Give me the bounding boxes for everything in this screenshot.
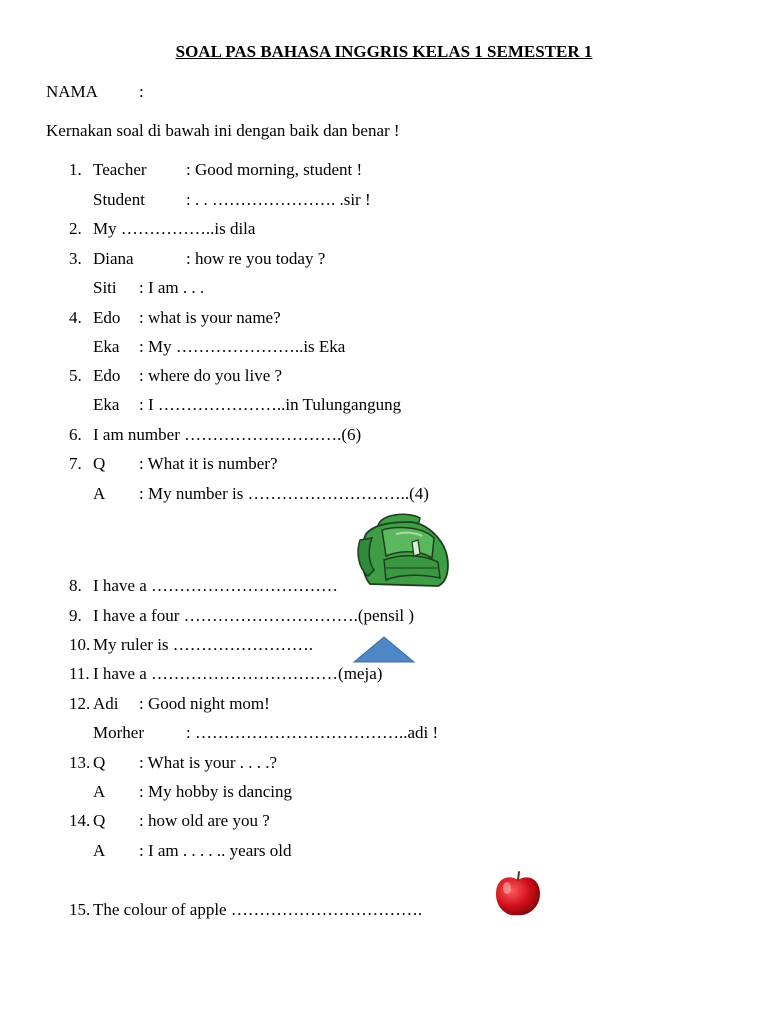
apple-icon xyxy=(493,870,543,918)
dialogue-line: : My …………………..is Eka xyxy=(139,337,346,356)
speaker-label: Q xyxy=(93,454,106,473)
name-label: NAMA xyxy=(46,82,98,101)
dialogue-line: : I am . . . . .. years old xyxy=(139,841,292,860)
dialogue-line: : My number is ………………………..(4) xyxy=(139,484,429,503)
question-number-12: 12. xyxy=(69,694,91,713)
question-text: My ruler is ……………………. xyxy=(93,635,314,654)
question-number-3: 3. xyxy=(69,249,82,268)
speaker-label: A xyxy=(93,841,106,860)
speaker-label: Edo xyxy=(93,366,121,385)
backpack-icon xyxy=(356,512,452,588)
dialogue-line: : My hobby is dancing xyxy=(139,782,292,801)
speaker-label: Diana xyxy=(93,249,134,268)
dialogue-line: : What it is number? xyxy=(139,454,278,473)
speaker-label: Q xyxy=(93,753,106,772)
dialogue-line: : what is your name? xyxy=(139,308,281,327)
dialogue-line: : I am . . . xyxy=(139,278,205,297)
question-text: I have a …………………………… xyxy=(93,576,339,595)
speaker-label: Teacher xyxy=(93,160,147,179)
dialogue-line: : What is your . . . .? xyxy=(139,753,278,772)
question-text: I am number ……………………….(6) xyxy=(93,425,362,444)
speaker-label: Morher xyxy=(93,723,144,742)
question-number-5: 5. xyxy=(69,366,82,385)
question-text: I have a ……………………………(meja) xyxy=(93,664,383,683)
question-number-6: 6. xyxy=(69,425,82,444)
dialogue-line: : ………………………………..adi ! xyxy=(186,723,439,742)
speaker-label: Edo xyxy=(93,308,121,327)
dialogue-line: : where do you live ? xyxy=(139,366,283,385)
speaker-label: Siti xyxy=(93,278,117,297)
dialogue-line: : I …………………..in Tulungangung xyxy=(139,395,402,414)
question-number-14: 14. xyxy=(69,811,91,830)
speaker-label: Adi xyxy=(93,694,119,713)
name-colon: : xyxy=(139,82,144,101)
question-text: The colour of apple ……………………………. xyxy=(93,900,423,919)
dialogue-line: : how re you today ? xyxy=(186,249,326,268)
page-title: SOAL PAS BAHASA INGGRIS KELAS 1 SEMESTER 1 xyxy=(175,42,593,61)
speaker-label: A xyxy=(93,484,106,503)
question-number-10: 10. xyxy=(69,635,91,654)
dialogue-line: : . . …………………. .sir ! xyxy=(186,190,371,209)
question-number-8: 8. xyxy=(69,576,82,595)
question-text: My ……………..is dila xyxy=(93,219,256,238)
dialogue-line: : how old are you ? xyxy=(139,811,270,830)
dialogue-line: : Good morning, student ! xyxy=(186,160,363,179)
question-number-11: 11. xyxy=(69,664,90,683)
question-number-1: 1. xyxy=(69,160,82,179)
question-number-4: 4. xyxy=(69,308,82,327)
question-number-9: 9. xyxy=(69,606,82,625)
question-text: I have a four ………………………….(pensil ) xyxy=(93,606,415,625)
instruction: Kernakan soal di bawah ini dengan baik dan benar ! xyxy=(46,121,400,140)
speaker-label: Student xyxy=(93,190,145,209)
speaker-label: Eka xyxy=(93,337,120,356)
question-number-13: 13. xyxy=(69,753,91,772)
speaker-label: A xyxy=(93,782,106,801)
triangle-icon xyxy=(353,636,415,664)
speaker-label: Eka xyxy=(93,395,120,414)
speaker-label: Q xyxy=(93,811,106,830)
question-number-15: 15. xyxy=(69,900,91,919)
dialogue-line: : Good night mom! xyxy=(139,694,270,713)
question-number-7: 7. xyxy=(69,454,82,473)
question-number-2: 2. xyxy=(69,219,82,238)
